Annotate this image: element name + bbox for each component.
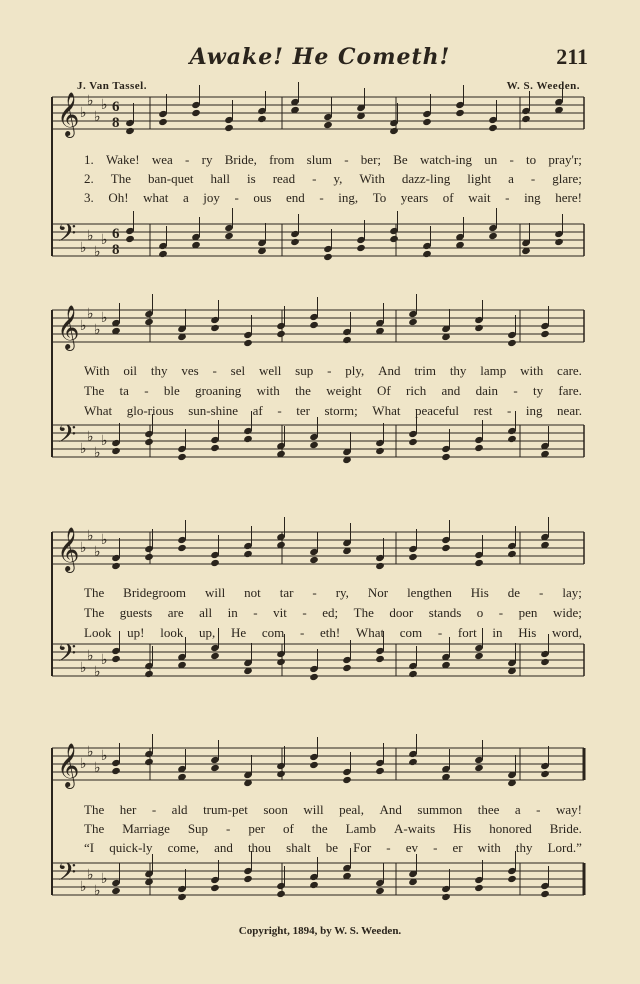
svg-text:8: 8 — [112, 115, 120, 131]
svg-text:♭: ♭ — [80, 540, 87, 556]
svg-text:♭: ♭ — [94, 445, 101, 461]
composer-credit: W. S. Weeden. — [506, 80, 580, 92]
svg-text:6: 6 — [112, 99, 120, 115]
svg-text:𝄞: 𝄞 — [57, 743, 80, 787]
svg-text:♭: ♭ — [101, 748, 108, 764]
lyric-line-3-3: Look up! look up, He com - eth! What com - fort in His word, — [84, 625, 582, 640]
lyric-line-2-1: With oil thy ves - sel well sup - ply, And trim thy lamp with care. — [84, 363, 582, 378]
lyric-line-3-1: The Bridegroom will not tar - ry, Nor lengthen His de - lay; — [84, 585, 582, 600]
svg-text:♭: ♭ — [87, 429, 94, 445]
svg-text:𝄞: 𝄞 — [57, 92, 80, 136]
svg-text:♭: ♭ — [87, 93, 94, 109]
svg-text:♭: ♭ — [80, 318, 87, 334]
lyric-line-1-2: 2. The ban-quet hall is read - y, With dazz-ling light a - glare; — [84, 171, 582, 186]
svg-text:♭: ♭ — [87, 867, 94, 883]
svg-text:♭: ♭ — [80, 105, 87, 121]
svg-text:♭: ♭ — [87, 228, 94, 244]
svg-text:𝄢: 𝄢 — [57, 639, 77, 674]
svg-text:♭: ♭ — [101, 232, 108, 248]
svg-text:♭: ♭ — [101, 97, 108, 113]
svg-text:♭: ♭ — [101, 433, 108, 449]
hymn-title: Awake! He Cometh! — [189, 44, 451, 70]
svg-text:𝄢: 𝄢 — [57, 420, 77, 455]
copyright-notice: Copyright, 1894, by W. S. Weeden. — [238, 925, 402, 937]
svg-text:♭: ♭ — [94, 244, 101, 260]
svg-text:𝄞: 𝄞 — [57, 527, 80, 571]
svg-text:♭: ♭ — [101, 310, 108, 326]
lyric-line-4-1: The her - ald trum-pet soon will peal, And summon thee a - way! — [84, 802, 582, 817]
svg-text:♭: ♭ — [80, 756, 87, 772]
page-number: 211 — [556, 44, 588, 69]
lyric-line-4-3: “I quick-ly come, and thou shalt be For - ev - er with thy Lord.” — [84, 840, 582, 855]
lyric-line-1-3: 3. Oh! what a joy - ous end - ing, To years of wait - ing here! — [84, 190, 582, 205]
svg-text:♭: ♭ — [87, 528, 94, 544]
svg-text:𝄢: 𝄢 — [57, 858, 77, 893]
svg-text:♭: ♭ — [87, 306, 94, 322]
svg-text:♭: ♭ — [101, 532, 108, 548]
svg-text:♭: ♭ — [87, 648, 94, 664]
svg-text:8: 8 — [112, 242, 120, 258]
svg-text:♭: ♭ — [94, 544, 101, 560]
svg-text:♭: ♭ — [94, 883, 101, 899]
svg-text:♭: ♭ — [94, 109, 101, 125]
svg-text:♭: ♭ — [80, 660, 87, 676]
svg-text:𝄞: 𝄞 — [57, 305, 80, 349]
svg-text:♭: ♭ — [94, 322, 101, 338]
lyric-line-4-2: The Marriage Sup - per of the Lamb A-waits His honored Bride. — [84, 821, 582, 836]
lyric-line-1-1: 1. Wake! wea - ry Bride, from slum - ber; Be watch-ing un - to pray'r; — [84, 152, 582, 167]
lyric-line-2-3: What glo-rious sun-shine af - ter storm; What peaceful rest - ing near. — [84, 403, 582, 418]
svg-text:♭: ♭ — [80, 240, 87, 256]
author-credit: J. Van Tassel. — [77, 80, 147, 92]
svg-text:𝄢: 𝄢 — [57, 219, 77, 254]
svg-text:♭: ♭ — [80, 879, 87, 895]
svg-text:♭: ♭ — [101, 871, 108, 887]
svg-text:♭: ♭ — [101, 652, 108, 668]
svg-text:6: 6 — [112, 226, 120, 242]
lyric-line-2-2: The ta - ble groaning with the weight Of rich and dain - ty fare. — [84, 383, 582, 398]
svg-text:♭: ♭ — [80, 441, 87, 457]
svg-text:♭: ♭ — [94, 760, 101, 776]
lyric-line-3-2: The guests are all in - vit - ed; The door stands o - pen wide; — [84, 605, 582, 620]
svg-text:♭: ♭ — [94, 664, 101, 680]
svg-text:♭: ♭ — [87, 744, 94, 760]
